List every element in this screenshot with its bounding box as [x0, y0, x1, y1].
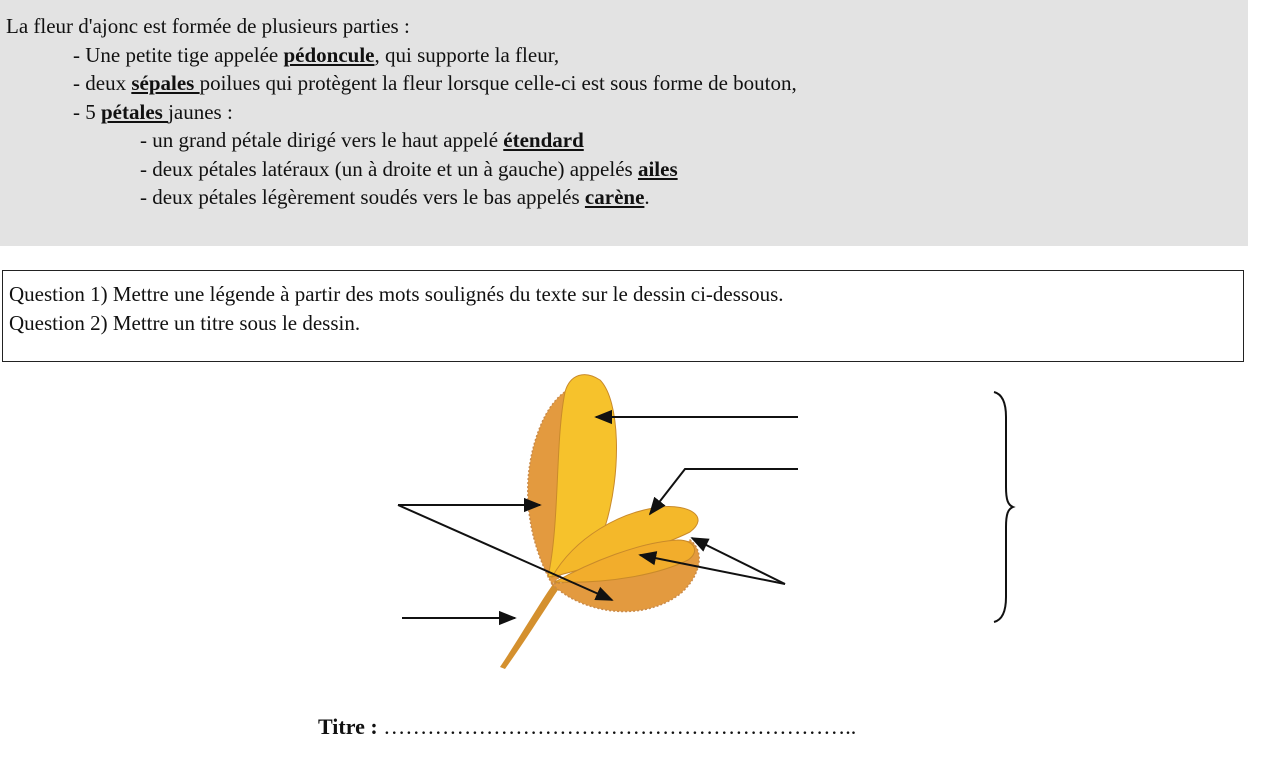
flower-diagram: [0, 362, 1270, 692]
intro-line-etendard: - un grand pétale dirigé vers le haut appelé étendard: [140, 128, 584, 152]
question-2: Question 2) Mettre un titre sous le dessin.: [9, 311, 361, 335]
petales-brace: [994, 392, 1013, 622]
arrow-carene-2: [692, 538, 785, 584]
keyword-petales: pétales: [101, 99, 169, 124]
title-label: Titre :: [318, 714, 378, 739]
intro-line-petales: - 5 pétales jaunes :: [73, 99, 233, 124]
keyword-etendard: étendard: [503, 128, 584, 152]
intro-line-sepales: - deux sépales poilues qui protègent la fleur lorsque celle-ci est sous forme de bouton,: [73, 71, 797, 95]
intro-line-ailes: - deux pétales latéraux (un à droite et un à gauche) appelés ailes: [140, 156, 678, 181]
keyword-sepales: sépales: [131, 71, 200, 95]
intro-line-1: La fleur d'ajonc est formée de plusieurs parties :: [6, 14, 410, 38]
title-blank[interactable]: ………………………………………………………..: [383, 714, 857, 739]
intro-line-carene: - deux pétales légèrement soudés vers le bas appelés carène.: [140, 185, 650, 209]
questions-box: [2, 270, 1244, 362]
keyword-carene: carène: [584, 185, 645, 209]
intro-line-pedoncule: - Une petite tige appelée pédoncule, qui supporte la fleur,: [73, 42, 560, 67]
intro-text-panel: [0, 0, 1248, 246]
title-line: [318, 714, 856, 740]
keyword-ailes: ailes: [637, 156, 678, 181]
question-1: Question 1) Mettre une légende à partir des mots soulignés du texte sur le dessin ci-dessous.: [9, 282, 784, 306]
pedoncule-stem: [500, 580, 562, 669]
keyword-pedoncule: pédoncule: [283, 42, 375, 67]
